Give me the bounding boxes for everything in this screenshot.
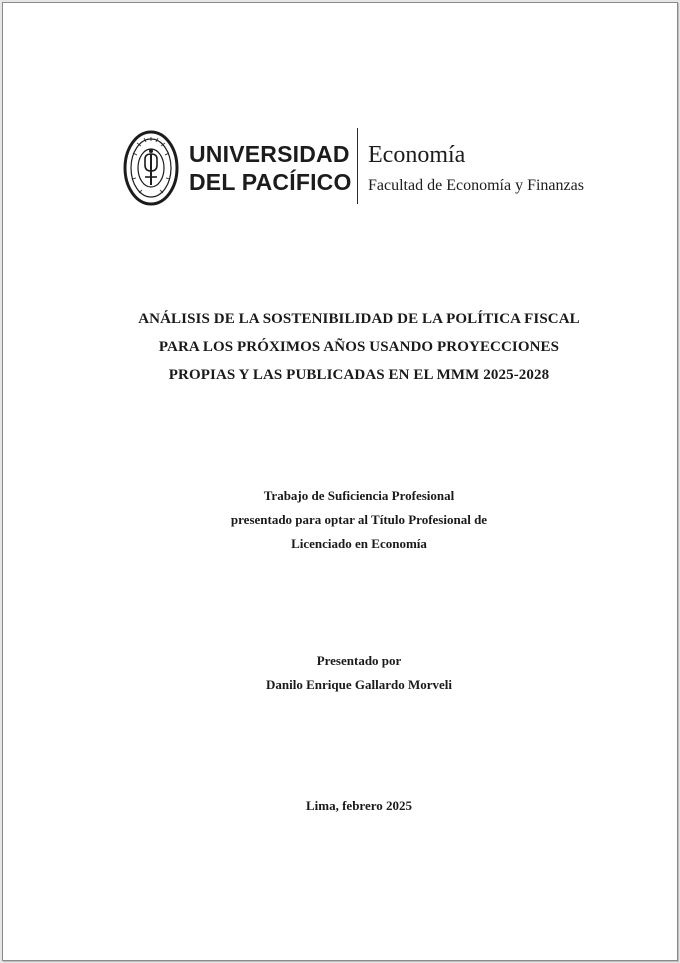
presented-by-label: Presentado por: [316, 653, 402, 668]
university-name-line1: UNIVERSIDAD: [189, 141, 350, 167]
document-page: [2, 2, 678, 961]
document-title: [43, 305, 675, 389]
place-date-block: [43, 794, 675, 818]
university-seal-icon: [123, 129, 179, 207]
work-line-3: Licenciado en Economía: [291, 536, 427, 551]
author-name: Danilo Enrique Gallardo Morveli: [266, 677, 452, 692]
work-line-2: presentado para optar al Título Profesional de: [230, 512, 488, 527]
faculty-block: [368, 141, 584, 197]
title-line-1: ANÁLISIS DE LA SOSTENIBILIDAD DE LA POLÍTICA FISCAL: [138, 311, 580, 327]
faculty-name: Facultad de Economía y Finanzas: [368, 177, 584, 194]
university-name: [189, 140, 352, 196]
department-name: Economía: [368, 142, 466, 168]
university-name-line2: DEL PACÍFICO: [189, 169, 352, 195]
author-block: [43, 649, 675, 697]
work-description: [43, 484, 675, 556]
university-logo: [121, 127, 601, 209]
title-line-2: PARA LOS PRÓXIMOS AÑOS USANDO PROYECCIONES: [158, 339, 560, 355]
logo-divider: [357, 128, 358, 204]
title-line-3: PROPIAS Y LAS PUBLICADAS EN EL MMM 2025-2028: [168, 367, 550, 383]
place-date: Lima, febrero 2025: [305, 798, 413, 813]
work-line-1: Trabajo de Suficiencia Profesional: [263, 488, 455, 503]
